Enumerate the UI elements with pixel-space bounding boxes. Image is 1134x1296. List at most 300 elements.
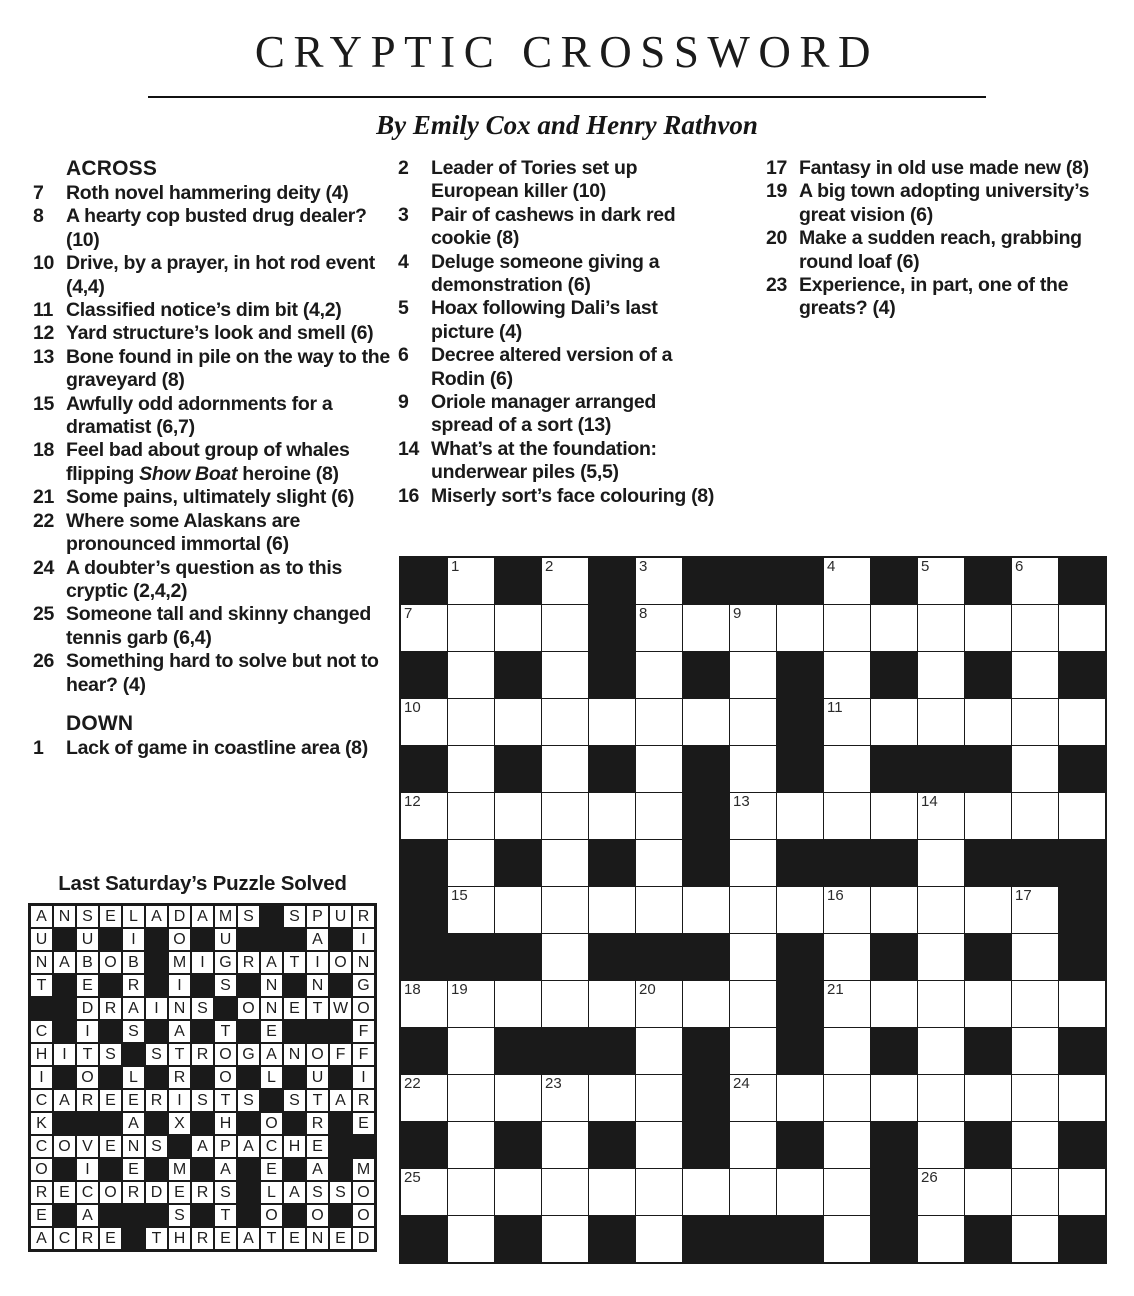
solved-black-cell [192,1113,213,1134]
grid-cell[interactable] [448,699,494,745]
grid-cell[interactable] [495,793,541,839]
grid-cell[interactable] [730,652,776,698]
clue-2 [398,157,721,204]
grid-cell[interactable] [965,1169,1011,1215]
grid-cell[interactable] [730,1169,776,1215]
grid-black-cell [589,840,635,886]
grid-cell[interactable] [542,652,588,698]
solved-letter-cell: E [284,1228,305,1249]
solved-letter-cell: E [31,1205,52,1226]
grid-cell[interactable] [448,887,494,933]
solved-letter-cell: T [215,1021,236,1042]
grid-cell[interactable] [918,605,964,651]
grid-cell[interactable] [542,605,588,651]
cell-number: 10 [404,699,421,716]
solved-black-cell [146,1067,167,1088]
solved-letter-cell: E [123,1090,144,1111]
grid-cell[interactable] [1012,1216,1058,1262]
solved-letter-cell: P [215,1136,236,1157]
clue-11 [33,299,391,322]
solved-letter-cell: A [307,929,328,950]
solved-letter-cell: K [31,1113,52,1134]
grid-cell[interactable] [636,1169,682,1215]
cell-number: 24 [733,1075,750,1092]
solved-letter-cell: T [215,1090,236,1111]
solved-black-cell [261,929,282,950]
grid-cell[interactable] [683,605,729,651]
grid-cell[interactable] [542,558,588,604]
grid-cell[interactable] [448,558,494,604]
solved-letter-cell: I [353,1067,374,1088]
grid-black-cell [871,1169,917,1215]
grid-cell[interactable] [777,605,823,651]
solved-letter-cell: L [123,1067,144,1088]
grid-cell[interactable] [824,934,870,980]
solved-letter-cell: A [238,1228,259,1249]
grid-cell[interactable] [918,558,964,604]
grid-cell[interactable] [542,793,588,839]
grid-cell[interactable] [448,652,494,698]
grid-cell[interactable] [824,1169,870,1215]
grid-black-cell [636,934,682,980]
grid-cell[interactable] [542,981,588,1027]
grid-cell[interactable] [401,699,447,745]
grid-cell[interactable] [824,605,870,651]
solved-black-cell [54,1205,75,1226]
clue-number: 15 [33,392,55,415]
grid-cell[interactable] [1012,1075,1058,1121]
solved-letter-cell: E [100,1228,121,1249]
solved-black-cell [238,929,259,950]
solved-letter-cell: R [100,998,121,1019]
grid-black-cell [965,1216,1011,1262]
grid-black-cell [777,1216,823,1262]
solved-letter-cell: E [261,1159,282,1180]
grid-cell[interactable] [1012,1122,1058,1168]
grid-black-cell [777,840,823,886]
grid-cell[interactable] [824,1216,870,1262]
grid-cell[interactable] [824,1122,870,1168]
solved-letter-cell: S [77,906,98,927]
grid-cell[interactable] [542,1216,588,1262]
grid-cell[interactable] [1059,699,1105,745]
cell-number: 6 [1015,558,1024,575]
solved-letter-cell: O [215,1044,236,1065]
grid-cell[interactable] [918,1075,964,1121]
grid-cell[interactable] [918,934,964,980]
grid-cell[interactable] [918,699,964,745]
solved-black-cell [261,1090,282,1111]
solved-letter-cell: S [215,975,236,996]
clue-text: Oriole manager arranged spread of a sort (13) [431,391,657,437]
grid-cell[interactable] [448,981,494,1027]
solved-letter-cell: N [261,998,282,1019]
solved-puzzle-heading: Last Saturday’s Puzzle Solved [58,872,347,895]
solved-letter-cell: N [307,975,328,996]
solved-letter-cell: R [169,1067,190,1088]
grid-cell[interactable] [730,746,776,792]
grid-cell[interactable] [871,981,917,1027]
grid-cell[interactable] [401,1075,447,1121]
grid-cell[interactable] [683,887,729,933]
solved-letter-cell: E [353,1113,374,1134]
grid-cell[interactable] [542,1122,588,1168]
grid-cell[interactable] [636,981,682,1027]
grid-cell[interactable] [448,1075,494,1121]
solved-black-cell [54,929,75,950]
clue-number: 23 [766,274,788,297]
clue-text: Feel bad about group of whales flipping Show Boat heroine (8) [66,439,350,485]
clue-number: 18 [33,439,55,462]
grid-cell[interactable] [401,1169,447,1215]
grid-black-cell [495,934,541,980]
grid-cell[interactable] [777,793,823,839]
clue-text: Roth novel hammering deity (4) [66,182,349,204]
solved-letter-cell: T [284,952,305,973]
clue-8 [33,205,391,252]
grid-cell[interactable] [1059,981,1105,1027]
grid-cell[interactable] [636,887,682,933]
solved-letter-cell: E [215,1228,236,1249]
solved-letter-cell: T [261,1228,282,1249]
grid-black-cell [589,558,635,604]
grid-black-cell [1059,887,1105,933]
clue-text: A big town adopting university’s great vision (6) [799,180,1090,226]
solved-letter-cell: N [284,1044,305,1065]
solved-black-cell [100,1205,121,1226]
grid-cell[interactable] [918,887,964,933]
solved-letter-cell: A [261,1044,282,1065]
grid-cell[interactable] [636,605,682,651]
grid-cell[interactable] [871,605,917,651]
grid-cell[interactable] [683,1169,729,1215]
solved-letter-cell: U [31,929,52,950]
solved-letter-cell: I [146,998,167,1019]
grid-black-cell [918,746,964,792]
solved-black-cell [284,1159,305,1180]
solved-letter-cell: A [284,1182,305,1203]
grid-cell[interactable] [495,1075,541,1121]
clue-text: Bone found in pile on the way to the graveyard (8) [66,345,390,392]
grid-cell[interactable] [824,1075,870,1121]
grid-cell[interactable] [636,840,682,886]
solved-letter-cell: O [169,929,190,950]
grid-cell[interactable] [636,1075,682,1121]
grid-black-cell [589,1028,635,1074]
grid-cell[interactable] [1012,793,1058,839]
grid-cell[interactable] [1012,746,1058,792]
grid-cell[interactable] [965,981,1011,1027]
grid-black-cell [777,746,823,792]
grid-cell[interactable] [1012,699,1058,745]
solved-black-cell [31,998,52,1019]
clue-text: Leader of Tories set up European killer (10) [431,157,638,203]
grid-cell[interactable] [495,699,541,745]
grid-black-cell [401,1028,447,1074]
grid-cell[interactable] [636,793,682,839]
solved-letter-cell: T [169,1044,190,1065]
grid-cell[interactable] [542,699,588,745]
grid-cell[interactable] [965,605,1011,651]
grid-cell[interactable] [965,1075,1011,1121]
clue-number: 11 [33,299,54,322]
grid-cell[interactable] [1012,981,1058,1027]
grid-cell[interactable] [448,793,494,839]
solved-letter-cell: S [307,1182,328,1203]
clue-number: 19 [766,180,788,203]
grid-cell[interactable] [1059,793,1105,839]
grid-cell[interactable] [542,1075,588,1121]
clue-17 [766,157,1116,180]
solved-letter-cell: B [123,952,144,973]
clue-column-left [33,157,391,760]
grid-cell[interactable] [918,840,964,886]
grid-cell[interactable] [448,1169,494,1215]
grid-cell[interactable] [730,934,776,980]
clue-18 [33,439,391,486]
clue-number: 5 [398,297,409,320]
grid-cell[interactable] [1012,887,1058,933]
grid-cell[interactable] [401,793,447,839]
grid-cell[interactable] [918,981,964,1027]
solved-letter-cell: C [31,1136,52,1157]
grid-cell[interactable] [965,887,1011,933]
grid-cell[interactable] [1059,1169,1105,1215]
solved-letter-cell: A [31,1228,52,1249]
solved-letter-cell: R [192,1044,213,1065]
grid-cell[interactable] [871,1075,917,1121]
solved-letter-cell: I [54,1044,75,1065]
solved-letter-cell: A [77,1205,98,1226]
solved-letter-cell: U [215,929,236,950]
grid-black-cell [495,1028,541,1074]
grid-cell[interactable] [824,1028,870,1074]
solved-letter-cell: C [31,1021,52,1042]
grid-cell[interactable] [1012,605,1058,651]
grid-cell[interactable] [730,840,776,886]
grid-cell[interactable] [401,605,447,651]
grid-cell[interactable] [730,981,776,1027]
grid-cell[interactable] [401,981,447,1027]
solved-letter-cell: G [215,952,236,973]
grid-cell[interactable] [589,1075,635,1121]
clue-21 [33,486,391,509]
grid-cell[interactable] [636,1028,682,1074]
grid-cell[interactable] [1012,1169,1058,1215]
grid-cell[interactable] [871,793,917,839]
solved-letter-cell: O [238,998,259,1019]
grid-cell[interactable] [495,981,541,1027]
grid-black-cell [401,887,447,933]
grid-cell[interactable] [448,840,494,886]
grid-black-cell [871,1216,917,1262]
grid-cell[interactable] [589,699,635,745]
grid-cell[interactable] [448,605,494,651]
grid-cell[interactable] [542,746,588,792]
clue-24 [33,557,391,604]
solved-letter-cell: S [284,1090,305,1111]
solved-letter-cell: V [77,1136,98,1157]
grid-cell[interactable] [730,1075,776,1121]
grid-black-cell [495,1122,541,1168]
solved-black-cell [192,975,213,996]
grid-cell[interactable] [1059,1075,1105,1121]
grid-cell[interactable] [495,1169,541,1215]
grid-cell[interactable] [448,1216,494,1262]
solved-letter-cell: S [192,998,213,1019]
clue-number: 2 [398,157,409,179]
grid-cell[interactable] [871,887,917,933]
grid-cell[interactable] [824,699,870,745]
grid-cell[interactable] [730,1122,776,1168]
grid-black-cell [871,1122,917,1168]
solved-letter-cell: I [77,1021,98,1042]
grid-cell[interactable] [965,699,1011,745]
clue-19 [766,180,1116,227]
grid-cell[interactable] [1012,652,1058,698]
grid-cell[interactable] [824,793,870,839]
grid-cell[interactable] [495,605,541,651]
grid-black-cell [777,652,823,698]
grid-cell[interactable] [871,699,917,745]
solved-letter-cell: N [261,975,282,996]
solved-letter-cell: A [54,952,75,973]
grid-cell[interactable] [824,558,870,604]
solved-letter-cell: A [169,1021,190,1042]
grid-cell[interactable] [448,1028,494,1074]
grid-black-cell [683,1122,729,1168]
solved-letter-cell: O [307,1205,328,1226]
grid-cell[interactable] [636,652,682,698]
clue-text: A hearty cop busted drug dealer? (10) [66,205,367,251]
solved-letter-cell: N [31,952,52,973]
grid-cell[interactable] [1012,558,1058,604]
grid-cell[interactable] [918,1122,964,1168]
solved-letter-cell: E [100,1090,121,1111]
grid-black-cell [777,1028,823,1074]
grid-cell[interactable] [918,1216,964,1262]
grid-cell[interactable] [918,1169,964,1215]
grid-cell[interactable] [636,1122,682,1168]
solved-black-cell [238,1113,259,1134]
clue-text: A doubter’s question as to this cryptic (2,4,2) [66,556,342,602]
grid-cell[interactable] [1012,1028,1058,1074]
grid-cell[interactable] [824,981,870,1027]
grid-cell[interactable] [589,793,635,839]
grid-cell[interactable] [683,699,729,745]
solved-letter-cell: H [169,1228,190,1249]
clue-number: 3 [398,203,409,226]
grid-cell[interactable] [918,793,964,839]
solved-letter-cell: N [123,1136,144,1157]
grid-black-cell [495,840,541,886]
grid-black-cell [965,1028,1011,1074]
grid-cell[interactable] [636,746,682,792]
grid-cell[interactable] [542,840,588,886]
grid-cell[interactable] [1012,934,1058,980]
grid-cell[interactable] [589,887,635,933]
clue-1 [33,737,391,760]
grid-cell[interactable] [730,793,776,839]
cell-number: 16 [827,887,844,904]
grid-cell[interactable] [448,1122,494,1168]
grid-cell[interactable] [918,652,964,698]
solved-black-cell [100,975,121,996]
grid-cell[interactable] [636,1216,682,1262]
clue-text: Fantasy in old use made new (8) [799,157,1089,179]
clue-number: 24 [33,556,55,579]
solved-letter-cell: C [31,1090,52,1111]
solved-letter-cell: A [261,952,282,973]
grid-cell[interactable] [730,887,776,933]
solved-letter-cell: O [261,1205,282,1226]
grid-cell[interactable] [542,887,588,933]
grid-cell[interactable] [824,887,870,933]
solved-black-cell [100,1021,121,1042]
solved-letter-cell: A [123,998,144,1019]
grid-cell[interactable] [589,1169,635,1215]
grid-black-cell [589,652,635,698]
grid-black-cell [401,558,447,604]
grid-cell[interactable] [636,699,682,745]
cell-number: 15 [451,887,468,904]
solved-letter-cell: I [307,952,328,973]
cell-number: 23 [545,1075,562,1092]
clue-number: 7 [33,182,44,204]
clue-number: 22 [33,509,55,532]
grid-cell[interactable] [777,1169,823,1215]
grid-cell[interactable] [777,887,823,933]
clue-text: Where some Alaskans are pronounced immortal (6) [66,509,301,556]
solved-black-cell [77,1113,98,1134]
solved-letter-cell: T [146,1228,167,1249]
grid-cell[interactable] [589,981,635,1027]
solved-letter-cell: R [31,1182,52,1203]
grid-cell[interactable] [730,1028,776,1074]
solved-letter-cell: L [261,1067,282,1088]
solved-letter-cell: O [353,998,374,1019]
grid-cell[interactable] [448,746,494,792]
grid-cell[interactable] [542,1169,588,1215]
grid-cell[interactable] [918,1028,964,1074]
grid-cell[interactable] [965,793,1011,839]
solved-letter-cell: B [77,952,98,973]
grid-cell[interactable] [542,934,588,980]
clue-text: What’s at the foundation: underwear piles (5,5) [431,437,657,484]
grid-cell[interactable] [636,558,682,604]
grid-cell[interactable] [730,605,776,651]
clue-number: 8 [33,205,44,228]
grid-cell[interactable] [824,746,870,792]
grid-cell[interactable] [777,1075,823,1121]
grid-black-cell [871,934,917,980]
grid-black-cell [965,934,1011,980]
grid-black-cell [542,1028,588,1074]
solved-black-cell [192,929,213,950]
grid-cell[interactable] [495,887,541,933]
grid-cell[interactable] [683,981,729,1027]
solved-letter-cell: N [353,952,374,973]
solved-black-cell [146,929,167,950]
grid-cell[interactable] [730,699,776,745]
grid-cell[interactable] [824,652,870,698]
cell-number: 7 [404,605,413,622]
solved-letter-cell: A [307,1159,328,1180]
solved-letter-cell: R [192,1182,213,1203]
grid-cell[interactable] [1059,605,1105,651]
cell-number: 12 [404,793,421,810]
solved-black-cell [238,1205,259,1226]
